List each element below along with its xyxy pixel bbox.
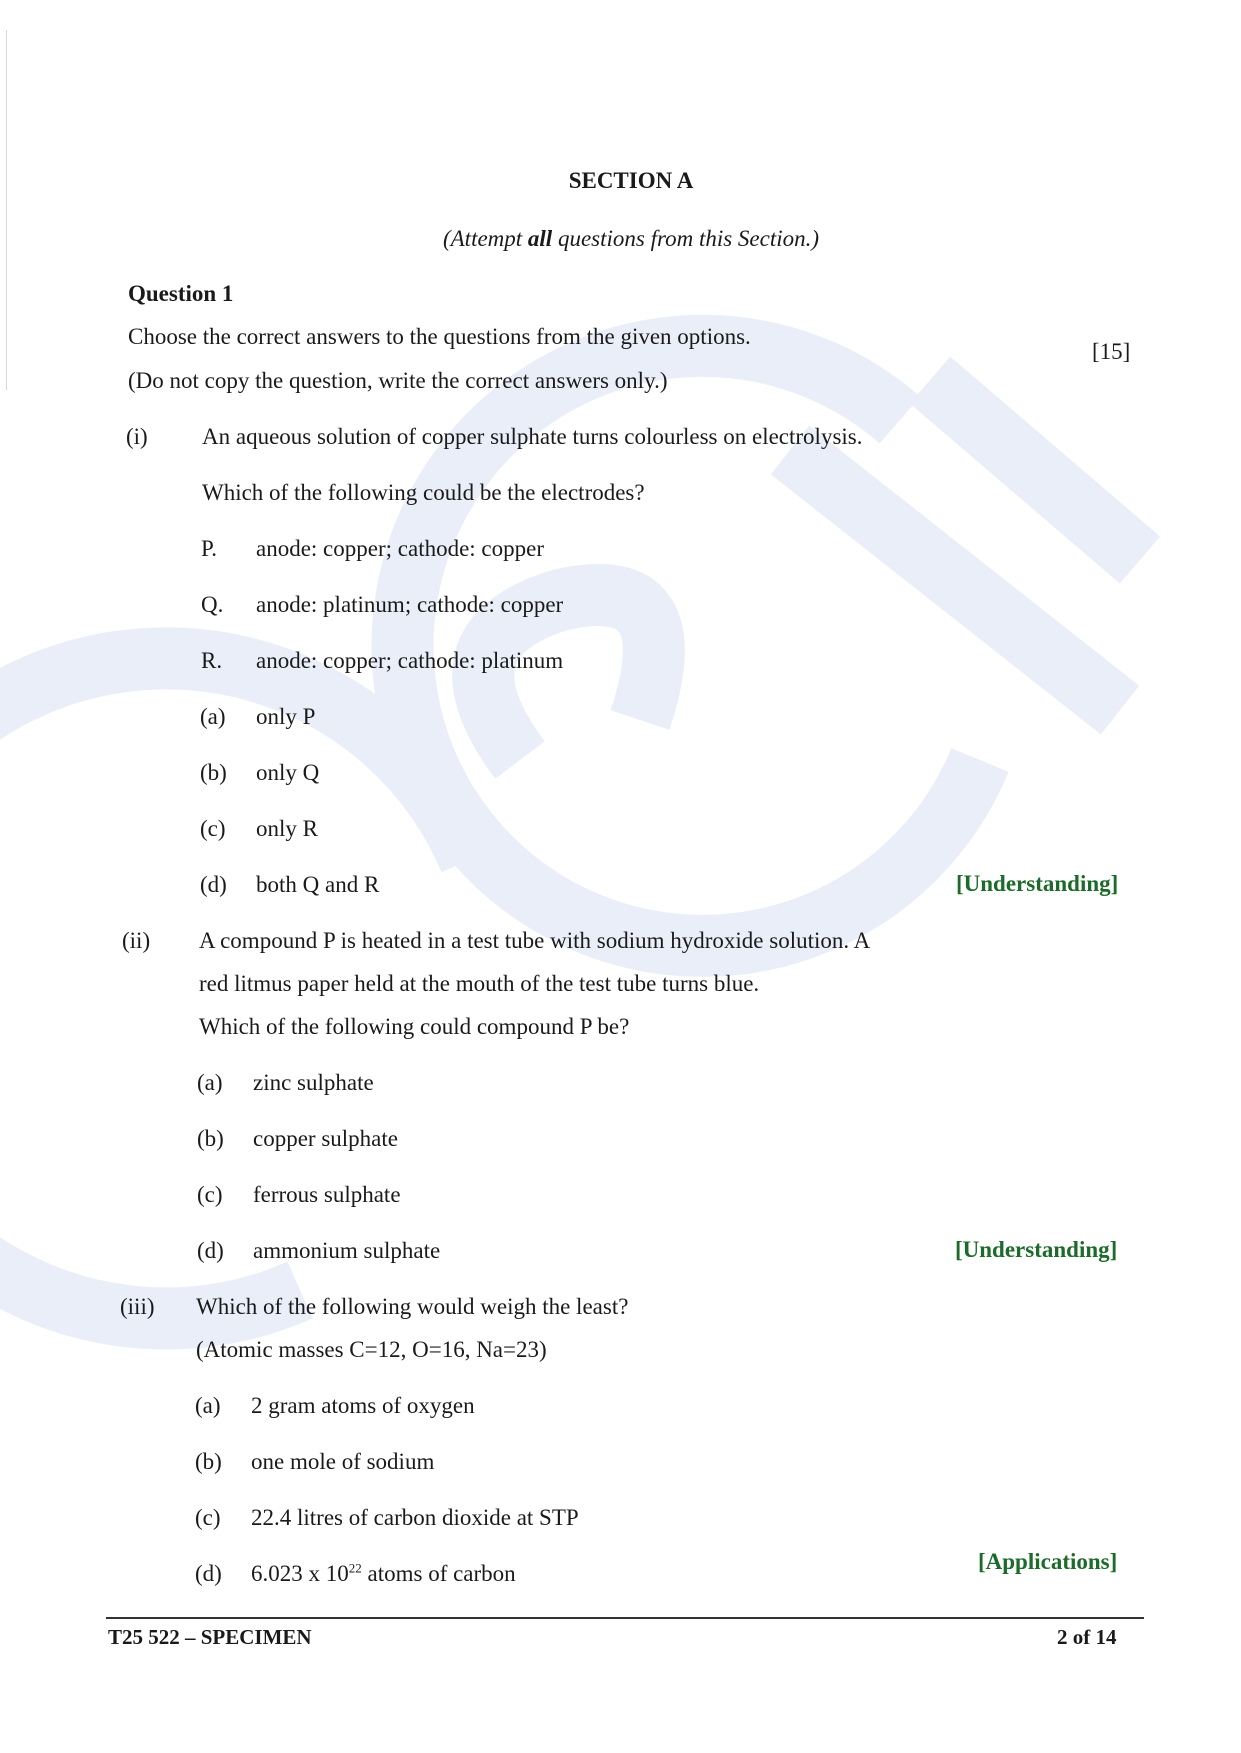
option-text: only P (256, 704, 316, 729)
option-text: ammonium sulphate (253, 1238, 441, 1263)
skill-tag: [Understanding] (956, 871, 1119, 896)
option-label: (d) (195, 1561, 222, 1586)
instruction-all: all (527, 226, 553, 251)
footer-page-number: 2 of 14 (1057, 1625, 1117, 1649)
subquestion-iii-line2: (Atomic masses C=12, O=16, Na=23) (196, 1337, 547, 1362)
option-label: (c) (197, 1182, 223, 1207)
option-d-mantissa: 6.023 x 10 (251, 1561, 349, 1586)
option-text: both Q and R (256, 872, 380, 897)
scan-edge-line (6, 30, 7, 390)
statement-text: anode: copper; cathode: copper (256, 536, 545, 561)
option-text: ferrous sulphate (253, 1182, 401, 1207)
option-text: 2 gram atoms of oxygen (251, 1393, 475, 1418)
section-title: SECTION A (568, 168, 694, 193)
subquestion-number-ii: (ii) (122, 928, 151, 953)
option-label: (c) (195, 1505, 221, 1530)
question-marks: [15] (1092, 339, 1131, 364)
option-text: only R (256, 816, 318, 841)
statement-label: Q. (201, 592, 224, 617)
watermark-letter-s (483, 595, 654, 760)
question-instruction-2: (Do not copy the question, write the correct answers only.) (128, 368, 668, 393)
option-label: (a) (200, 704, 226, 729)
subquestion-iii-line1: Which of the following would weigh the least? (196, 1294, 629, 1319)
subquestion-ii-line3: Which of the following could compound P be? (199, 1014, 630, 1039)
instruction-pre: (Attempt (442, 226, 528, 251)
subquestion-number-i: (i) (126, 424, 148, 449)
option-d-unit: atoms of carbon (361, 1561, 516, 1586)
option-label: (b) (197, 1126, 224, 1151)
option-text: copper sulphate (253, 1126, 398, 1151)
statement-label: R. (201, 648, 223, 673)
statement-text: anode: copper; cathode: platinum (256, 648, 564, 673)
section-instruction (0, 225, 1241, 253)
subquestion-i-line2: Which of the following could be the electrodes? (202, 480, 645, 505)
option-label: (c) (200, 816, 226, 841)
question-instruction-1: Choose the correct answers to the questions from the given options. (128, 324, 751, 349)
option-text: zinc sulphate (253, 1070, 374, 1095)
footer-paper-code: T25 522 – SPECIMEN (108, 1625, 312, 1649)
option-text: only Q (256, 760, 320, 785)
option-label: (a) (195, 1393, 221, 1418)
subquestion-ii-line1: A compound P is heated in a test tube with sodium hydroxide solution. A (199, 928, 871, 953)
option-d-exponent: 22 (348, 1560, 362, 1576)
option-label: (d) (200, 872, 227, 897)
statement-text: anode: platinum; cathode: copper (256, 592, 564, 617)
statement-label: P. (201, 536, 217, 561)
subquestion-ii-line2: red litmus paper held at the mouth of the test tube turns blue. (199, 971, 760, 996)
option-label: (b) (200, 760, 227, 785)
option-label: (a) (197, 1070, 223, 1095)
option-text: one mole of sodium (251, 1449, 435, 1474)
skill-tag: [Applications] (978, 1549, 1118, 1574)
footer-divider (106, 1617, 1144, 1619)
option-text: 22.4 litres of carbon dioxide at STP (251, 1505, 579, 1530)
subquestion-i-line1: An aqueous solution of copper sulphate turns colourless on electrolysis. (202, 424, 863, 449)
question-heading: Question 1 (128, 281, 234, 306)
skill-tag: [Understanding] (955, 1237, 1118, 1262)
option-label: (b) (195, 1449, 222, 1474)
option-label: (d) (197, 1238, 224, 1263)
instruction-post: questions from this Section.) (552, 226, 820, 251)
option-text (251, 1560, 516, 1588)
subquestion-number-iii: (iii) (120, 1294, 155, 1319)
